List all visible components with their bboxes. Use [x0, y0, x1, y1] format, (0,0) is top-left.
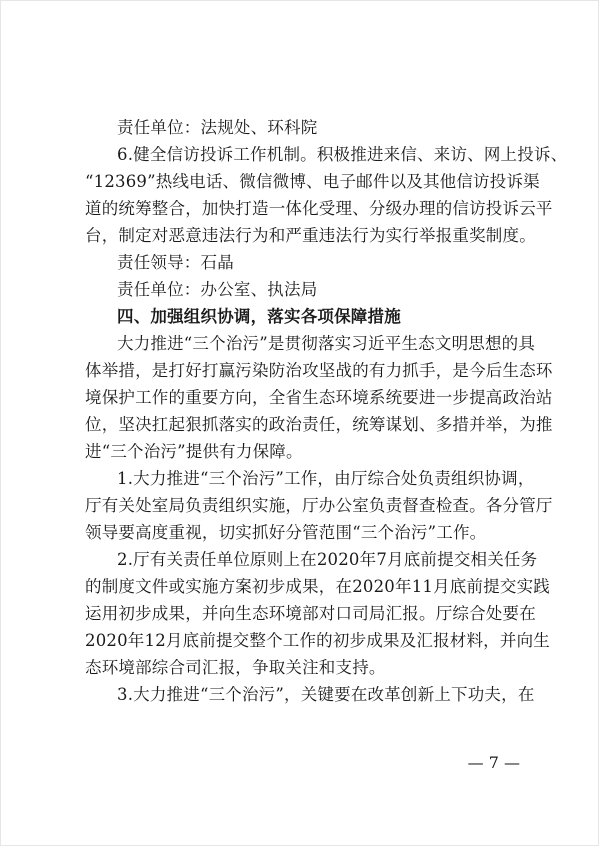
- section-heading: 四、加强组织协调，落实各项保障措施: [117, 307, 401, 326]
- paragraph-line: “12369”热线电话、微信微博、电子邮件以及其他信访投诉渠: [85, 172, 540, 191]
- paragraph-line: 台，制定对恶意违法行为和严重违法行为实行举报重奖制度。: [85, 226, 536, 245]
- paragraph-line: 2020年12月底前提交整个工作的初步成果及汇报材料，并向生: [85, 631, 550, 650]
- responsible-unit-line: 责任单位：办公室、执法局: [117, 280, 318, 299]
- paragraph-line: 运用初步成果，并向生态环境部对口司局汇报。厅综合处要在: [85, 604, 536, 623]
- paragraph-line: 厅有关处室局负责组织实施，厅办公室负责督查检查。各分管厅: [85, 496, 553, 515]
- paragraph-line: 领导要高度重视，切实抓好分管范围“三个治污”工作。: [85, 523, 487, 542]
- paragraph-line: 位，坚决扛起狠抓落实的政治责任，统筹谋划、多措并举，为推: [85, 415, 553, 434]
- paragraph-line: 2.厅有关责任单位原则上在2020年7月底前提交相关任务: [117, 550, 538, 569]
- paragraph-line: 的制度文件或实施方案初步成果，在2020年11月底前提交实践: [85, 577, 550, 596]
- responsible-unit-line: 责任单位：法规处、环科院: [117, 118, 318, 137]
- paragraph-line: 3.大力推进“三个治污”，关键要在改革创新上下功夫，在: [117, 685, 535, 704]
- paragraph-line: 1.大力推进“三个治污”工作，由厅综合处负责组织协调，: [117, 469, 535, 488]
- paragraph-line: 道的统筹整合，加快打造一体化受理、分级办理的信访投诉云平: [85, 199, 553, 218]
- paragraph-line: 态环境部综合司汇报，争取关注和支持。: [85, 658, 386, 677]
- document-body: [85, 114, 568, 708]
- paragraph-line: 境保护工作的重要方向，全省生态环境系统要进一步提高政治站: [85, 388, 553, 407]
- paragraph-line: 进“三个治污”提供有力保障。: [85, 442, 303, 461]
- page-number: — 7 —: [467, 753, 520, 772]
- paragraph-line: 6.健全信访投诉工作机制。积极推进来信、来访、网上投诉、: [117, 145, 568, 164]
- paragraph-line: 大力推进“三个治污”是贯彻落实习近平生态文明思想的具: [117, 334, 536, 353]
- responsible-leader-line: 责任领导：石晶: [117, 253, 234, 272]
- paragraph-line: 体举措，是打好打赢污染防治攻坚战的有力抓手，是今后生态环: [85, 361, 553, 380]
